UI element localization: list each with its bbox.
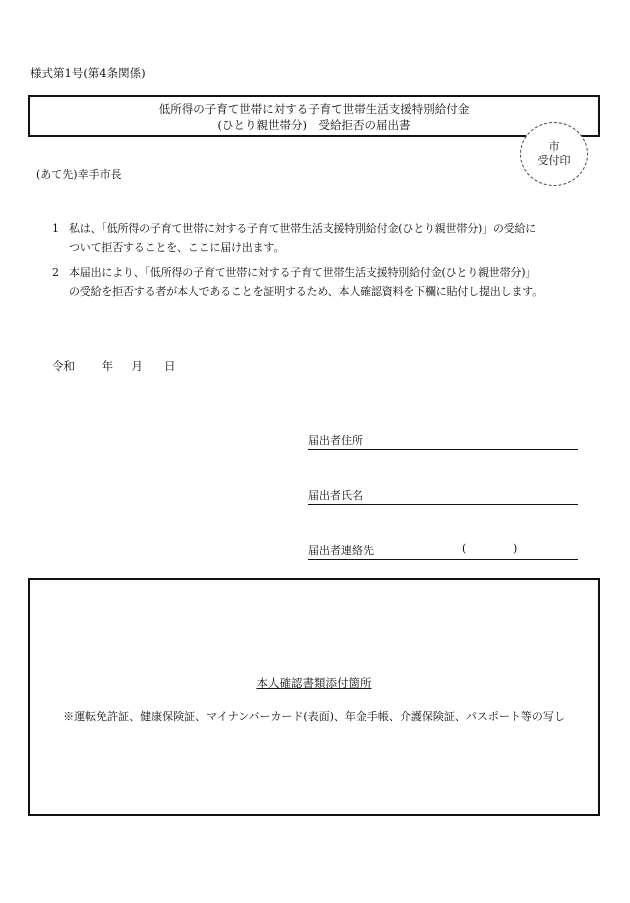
applicant-name-label: 届出者氏名 [308,489,363,502]
stamp-reception-label: 受付印 [537,154,571,167]
item-text-line1: 本届出により、「低所得の子育て世帯に対する子育て世帯生活支援特別給付金(ひとり親世帯分)」 [69,266,537,279]
id-attachment-title [30,675,598,691]
applicant-name-field[interactable] [308,487,578,505]
item-number: 2 [52,266,59,279]
addressee: (あて先)幸手市長 [36,168,122,181]
item-text-line2: ついて拒否することを、ここに届け出ます。 [69,241,285,254]
date-era: 令和 [52,359,75,373]
declaration-item-1 [52,219,592,257]
stamp-city-label: 市 [548,140,560,153]
reception-stamp-circle [520,122,588,186]
applicant-contact-label: 届出者連絡先 [308,544,374,557]
contact-paren-close: ) [513,542,518,555]
id-attachment-title-text: 本人確認書類添付箇所 [256,676,372,690]
document-title-box [28,95,600,137]
applicant-contact-field[interactable] [308,542,578,560]
item-number: 1 [52,222,59,235]
contact-paren-open: ( [462,542,467,555]
form-number: 様式第1号(第4条関係) [30,66,146,80]
date-month-input[interactable]: 月 [131,359,143,373]
declaration-item-2 [52,263,592,301]
date-day-input[interactable]: 日 [163,359,176,373]
applicant-address-field[interactable] [308,432,578,450]
date-year-input[interactable]: 年 [101,359,114,373]
document-title-line1: 低所得の子育て世帯に対する子育て世帯生活支援特別給付金 [158,102,470,116]
id-document-attachment-area[interactable] [28,578,600,816]
item-text-line1: 私は、「低所得の子育て世帯に対する子育て世帯生活支援特別給付金(ひとり親世帯分)」の受給に [69,222,537,235]
document-title-line2: (ひとり親世帯分) 受給拒否の届出書 [217,118,411,132]
date-row [52,358,175,374]
item-text-line2: の受給を拒否する者が本人であることを証明するため、本人確認資料を下欄に貼付し提出します。 [69,285,543,298]
id-attachment-note: ※運転免許証、健康保険証、マイナンバーカード(表面)、年金手帳、介護保険証、パスポート等の写し [63,710,565,723]
applicant-address-label: 届出者住所 [308,434,363,447]
